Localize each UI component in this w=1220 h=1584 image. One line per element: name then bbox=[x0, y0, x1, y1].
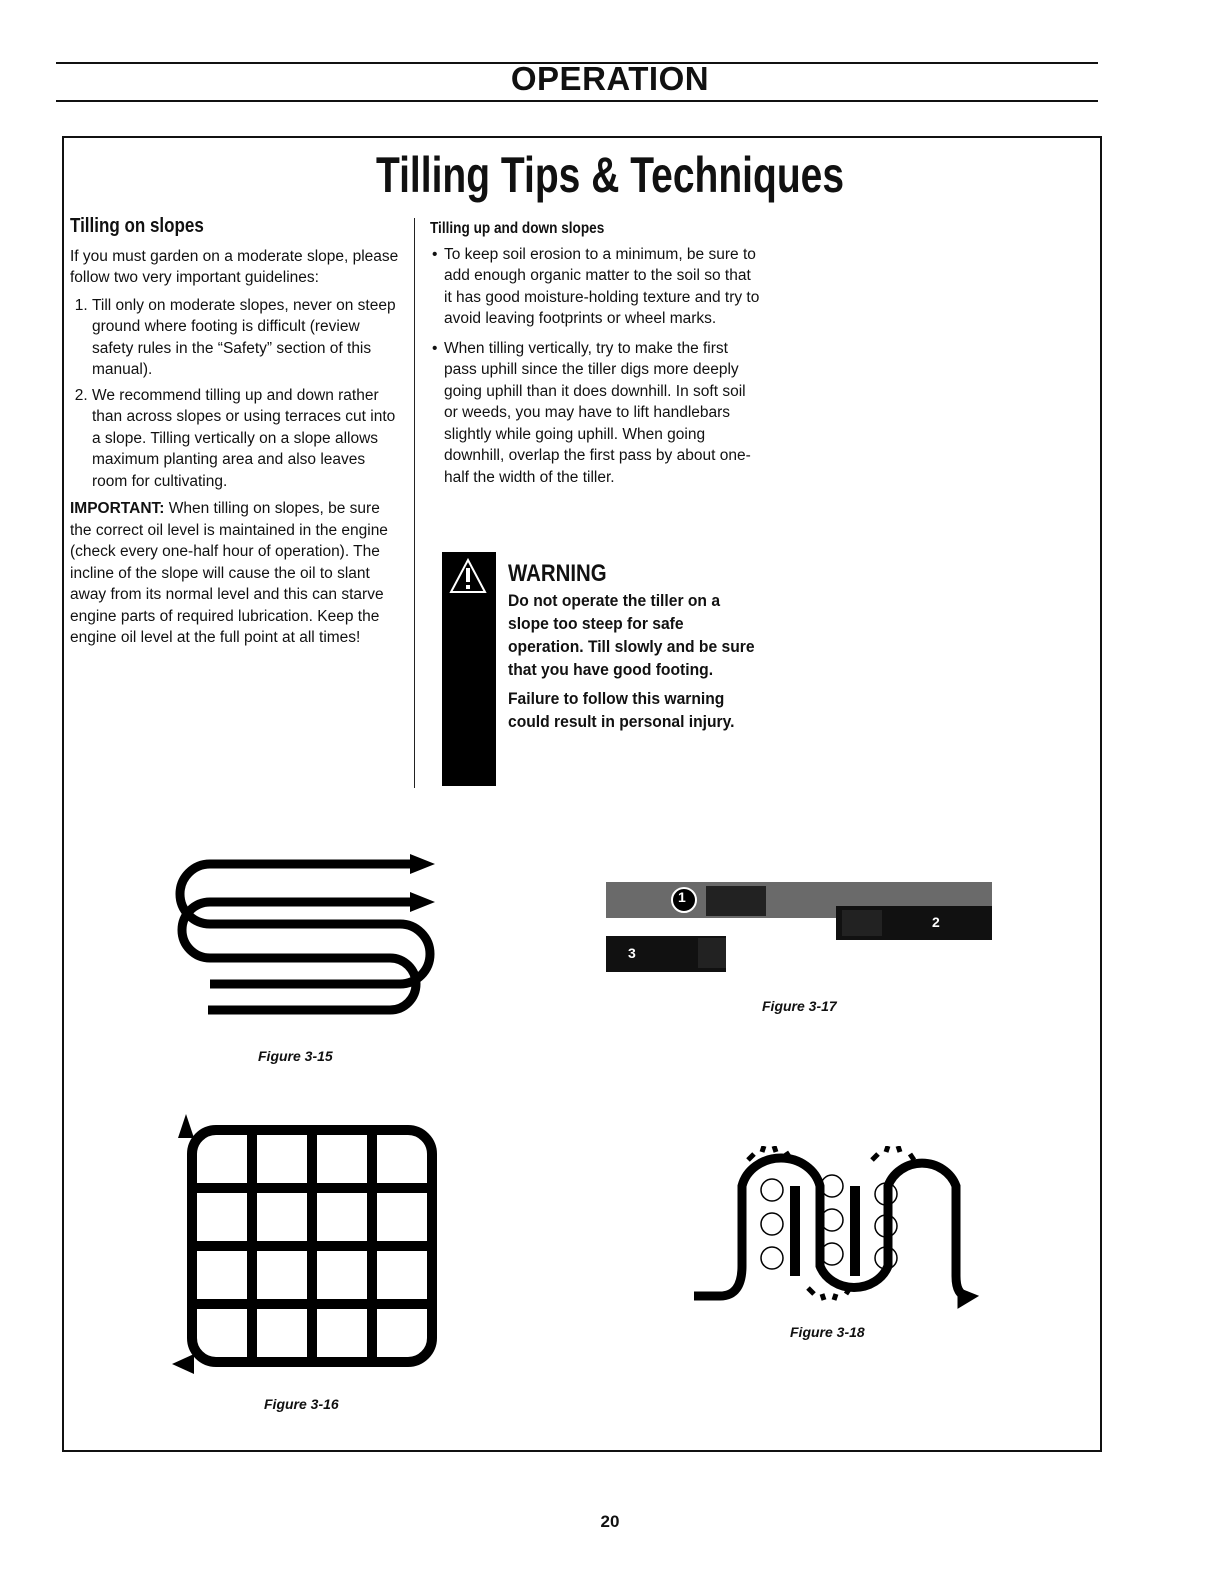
tips-list bbox=[430, 244, 760, 489]
right-column bbox=[430, 218, 760, 496]
figure-caption: Figure 3-16 bbox=[264, 1396, 339, 1412]
figure-3-18-cultivating-diagram bbox=[690, 1146, 980, 1318]
warning-text-2: Failure to follow this warning could result in personal injury. bbox=[508, 689, 735, 731]
figure-caption: Figure 3-18 bbox=[790, 1324, 865, 1340]
figure-3-15-serpentine-diagram bbox=[160, 850, 450, 1040]
figure-caption: Figure 3-17 bbox=[762, 998, 837, 1014]
list-item: • To keep soil erosion to a minimum, be sure to add enough organic matter to the soil so that it has good moisture-holding texture and try to avoid leaving footprints or wheel marks. bbox=[444, 244, 760, 330]
warning-triangle-icon bbox=[448, 556, 488, 596]
warning-text-1: Do not operate the tiller on a slope too steep for safe operation. Till slowly and be sure that you have good footing. bbox=[508, 591, 755, 679]
left-heading: Tilling on slopes bbox=[70, 215, 204, 237]
column-divider bbox=[414, 218, 415, 788]
list-item: 1. Till only on moderate slopes, never on steep ground where footing is difficult (review safety rules in the “Safety” section of this manual). bbox=[92, 295, 400, 381]
figure-3-17-slope-passes-diagram bbox=[606, 880, 996, 980]
left-intro: If you must garden on a moderate slope, please follow two very important guidelines: bbox=[70, 247, 399, 286]
guideline-list bbox=[70, 295, 400, 493]
important-text: When tilling on slopes, be sure the correct oil level is maintained in the engine (check every one-half hour of operation). The incline of the slope will cause the oil to slant away from its normal level and this can starve engine parts of required lubrication. Keep the engine oil level at the full point at all times! bbox=[70, 500, 388, 646]
page-number: 20 bbox=[600, 1512, 620, 1531]
right-heading: Tilling up and down slopes bbox=[430, 220, 605, 237]
warning-box bbox=[508, 562, 758, 739]
warning-title: WARNING bbox=[508, 560, 607, 587]
list-item: 2. We recommend tilling up and down rather than across slopes or using terraces cut into a slope. Tilling vertically on a slope allows maximum planting area and also leaves room for cultivating. bbox=[92, 385, 400, 493]
list-item: • When tilling vertically, try to make the first pass uphill since the tiller digs more deeply going uphill than it does downhill. In soft soil or weeds, you may have to lift handlebars slightly while going uphill. When going downhill, overlap the first pass by about one-half the width of the tiller. bbox=[444, 338, 760, 489]
important-note bbox=[70, 498, 400, 649]
left-column bbox=[70, 216, 400, 655]
figure-3-16-grid-diagram bbox=[172, 1108, 462, 1388]
page-heading: Tilling Tips & Techniques bbox=[375, 147, 845, 203]
header-rule-bottom bbox=[56, 100, 1098, 102]
figure-label: 2 bbox=[932, 914, 940, 930]
figure-caption: Figure 3-15 bbox=[258, 1048, 333, 1064]
figure-label: 1 bbox=[678, 889, 686, 905]
section-title: OPERATION bbox=[510, 60, 710, 97]
important-label: IMPORTANT: bbox=[70, 500, 165, 517]
figure-label: 3 bbox=[628, 945, 636, 961]
